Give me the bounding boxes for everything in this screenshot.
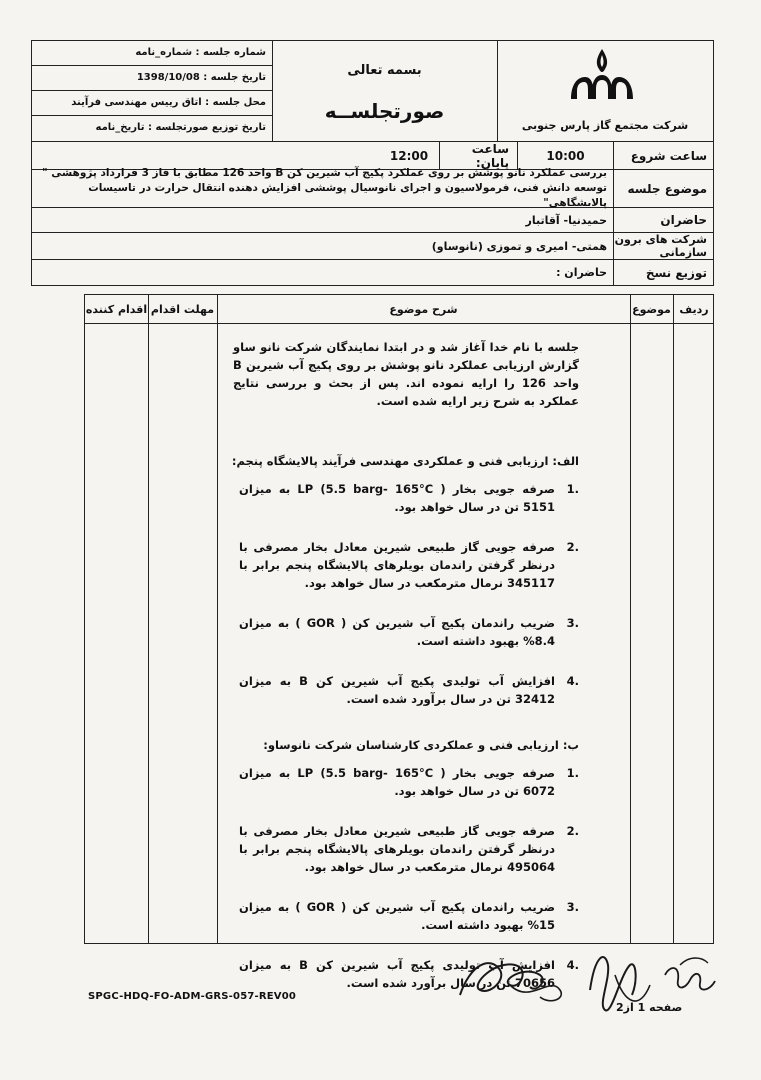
form-code: SPGC-HDQ-FO-ADM-GRS-057-REV00 (88, 991, 297, 1002)
topic-label: موضوع جلسه (613, 170, 713, 207)
header-deadline: مهلت اقدام (150, 302, 215, 316)
item-text: ضریب راندمان پکیج آب شیرین کن ( GOR ) به میزان 8.4% بهبود داشته است. (239, 616, 555, 648)
item-text: صرفه جویی بخار LP (5.5 barg- 165°C ) به میزان 6072 تن در سال خواهد بود. (239, 766, 556, 798)
list-item (219, 614, 585, 650)
distribution-date: تاریخ توزیع صورتجلسه : تاریخ_نامه (95, 122, 266, 133)
list-item (219, 898, 585, 934)
intro-paragraph: جلسه با نام خدا آغاز شد و در ابتدا نمایندگان شرکت نانو ساو گزارش ارزیابی عملکرد نانو پوشش بر روی پکیج آب شیرین B واحد 126 را ارایه نموده اند. پس از بحث و بررسی نتایج عملکرد به شرح زیر ارایه شده است. (233, 340, 579, 408)
distribution-row (32, 260, 713, 285)
handwritten-signatures (440, 935, 740, 1025)
list-item (219, 480, 585, 516)
header-row-number: ردیف (679, 302, 709, 316)
item-text: صرفه جویی گاز طبیعی شیرین معادل بخار مصرفی با درنظر گرفتن راندمان بویلرهای پالایشگاه پنجم برابر با 495064 نرمال مترمکعب در سال خواهد بود. (239, 824, 555, 874)
document-header (31, 40, 714, 142)
meeting-number: شماره جلسه : شماره_نامه (32, 41, 272, 66)
distribution-label: توزیع نسخ (613, 260, 713, 285)
bismillah-text: بسمه تعالی (347, 63, 422, 78)
item-number: .4 (566, 958, 579, 972)
header-action-by: اقدام کننده (85, 302, 148, 316)
start-time-label: ساعت شروع (613, 142, 713, 169)
section-a-title: الف: ارزیابی فنی و عملکردی مهندسی فرآیند پالایشگاه پنجم: (231, 454, 579, 468)
company-block (497, 41, 713, 141)
external-label: شرکت های برون سازمانی (613, 233, 713, 259)
title-block (272, 41, 497, 141)
attendees-row (32, 208, 713, 233)
page-number: صفحه 1 از2 (616, 1001, 683, 1014)
item-number: .2 (566, 540, 579, 554)
item-number: .2 (566, 824, 579, 838)
distribution-value: حاضران : (556, 266, 607, 279)
list-item (219, 764, 585, 800)
document-title: صورتجلســه (324, 99, 445, 123)
item-number: .4 (566, 674, 579, 688)
end-time-value: 12:00 (389, 148, 429, 163)
list-item (219, 538, 585, 592)
company-logo-icon (567, 47, 637, 105)
section-b-title: ب: ارزیابی فنی و عملکردی کارشناسان شرکت نانوساو: (263, 738, 579, 752)
end-time-label: ساعت پایان: (439, 142, 517, 169)
list-item (219, 672, 585, 708)
item-text: افزایش آب تولیدی پکیج آب شیرین کن B به میزان 70656 تن در سال برآورد شده است. (239, 958, 555, 990)
topic-value: بررسی عملکرد نانو پوشش بر روی عملکرد پکیج آب شیرین کن B واحد 126 مطابق با فاز 3 قرارداد پژوهشی " توسعه دانش فنی، فرمولاسیون و اجرای نانوسیال پوششی افزایش دهنده انتقال حرارت در تاسیسات پالایشگاهی" (42, 167, 607, 209)
header-subject: موضوع (632, 302, 671, 316)
minutes-body (219, 330, 585, 1014)
meeting-meta (32, 41, 272, 141)
meeting-location: محل جلسه : اتاق رییس مهندسی فرآیند (32, 91, 272, 116)
meeting-date: تاریخ جلسه : 1398/10/08 (32, 66, 272, 91)
meeting-info-table (31, 142, 714, 286)
item-number: .1 (566, 766, 579, 780)
list-item (219, 822, 585, 876)
item-text: صرفه جویی بخار LP (5.5 barg- 165°C ) به میزان 5151 تن در سال خواهد بود. (239, 482, 556, 514)
company-name: شرکت مجتمع گاز پارس جنوبی (521, 119, 689, 132)
external-row (32, 233, 713, 260)
external-value: همتی- امیری و تموزی (نانوساو) (431, 239, 607, 253)
item-text: ضریب راندمان پکیج آب شیرین کن ( GOR ) به میزان 15% بهبود داشته است. (239, 900, 555, 932)
item-text: افزایش آب تولیدی پکیج آب شیرین کن B به میزان 32412 تن در سال برآورد شده است. (239, 674, 555, 706)
start-time-value: 10:00 (517, 142, 613, 169)
item-number: .3 (566, 900, 579, 914)
item-number: .3 (566, 616, 579, 630)
attendees-label: حاضران (613, 208, 713, 232)
topic-row (32, 167, 713, 209)
header-description: شرح موضوع (389, 302, 458, 316)
item-text: صرفه جویی گاز طبیعی شیرین معادل بخار مصرفی با درنظر گرفتن راندمان بویلرهای پالایشگاه پنجم برابر با 345117 نرمال مترمکعب در سال خواهد بود. (239, 540, 555, 590)
attendees-value: حمیدنیا- آقاتبار (525, 213, 607, 227)
item-number: .1 (566, 482, 579, 496)
